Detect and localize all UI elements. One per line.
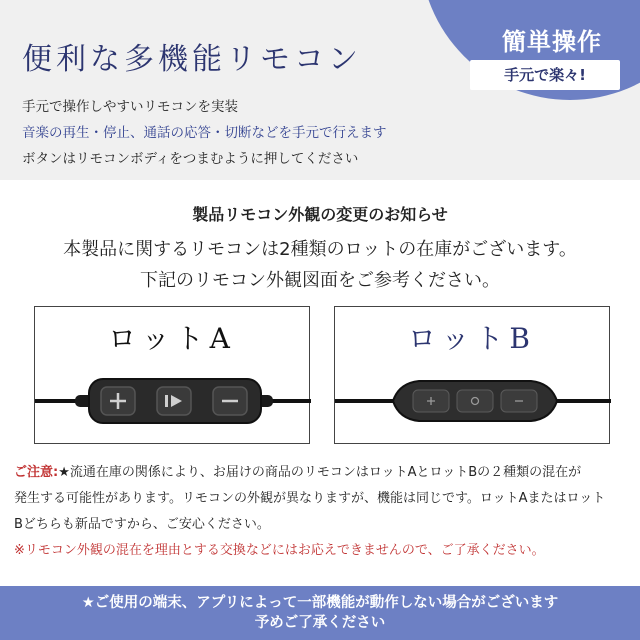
notice-line: 下記のリモコン外観図面をご参考ください。 — [140, 270, 500, 291]
footer-line: 予めご了承ください — [254, 615, 386, 631]
feature-desc-line: ボタンはリモコンボディをつまむように押してください — [22, 151, 359, 167]
badge-sub-text: 手元で楽々! — [470, 60, 620, 90]
plus-button-icon — [413, 390, 449, 412]
footer-banner — [0, 586, 640, 640]
caution-line: 発生する可能性があります。リモコンの外観が異なりますが、機能は同じです。ロットAまたはロット — [14, 491, 606, 506]
play-pause-button-icon — [157, 387, 191, 415]
lot-a-panel — [34, 306, 310, 444]
feature-header — [0, 0, 640, 180]
feature-desc-line: 手元で操作しやすいリモコンを実装 — [22, 99, 238, 115]
lot-b-remote-image — [335, 357, 611, 437]
lot-b-label: ロットB — [407, 322, 537, 355]
feature-title: 便利な多機能リモコン — [22, 42, 362, 77]
caution-note: ※リモコン外観の混在を理由とする交換などにはお応えできませんので、ご了承ください。 — [14, 543, 545, 558]
minus-button-icon — [213, 387, 247, 415]
footer-line: ★ご使用の端末、アプリによって一部機能が動作しない場合がございます — [81, 595, 559, 611]
lot-a-label: ロットA — [108, 322, 236, 355]
caution-section — [14, 460, 630, 564]
feature-desc-line: 音楽の再生・停止、通話の応答・切断などを手元で行えます — [22, 125, 387, 141]
caution-text: ★流通在庫の関係により、お届けの商品のリモコンはロットAとロットBの２種類の混在が — [58, 465, 582, 480]
feature-description — [22, 94, 387, 172]
caution-head: ご注意: — [14, 465, 59, 480]
minus-button-icon — [501, 390, 537, 412]
badge-main-text: 簡単操作 — [502, 28, 602, 56]
lot-b-panel — [334, 306, 610, 444]
notice-title: 製品リモコン外観の変更のお知らせ — [192, 205, 448, 224]
lot-a-remote-image — [35, 357, 311, 437]
caution-line: Bどちらも新品ですから、ご安心ください。 — [14, 517, 270, 532]
play-pause-button-icon — [457, 390, 493, 412]
plus-button-icon — [101, 387, 135, 415]
caution-line — [14, 460, 630, 486]
notice-line: 本製品に関するリモコンは2種類のロットの在庫がございます。 — [63, 239, 577, 260]
